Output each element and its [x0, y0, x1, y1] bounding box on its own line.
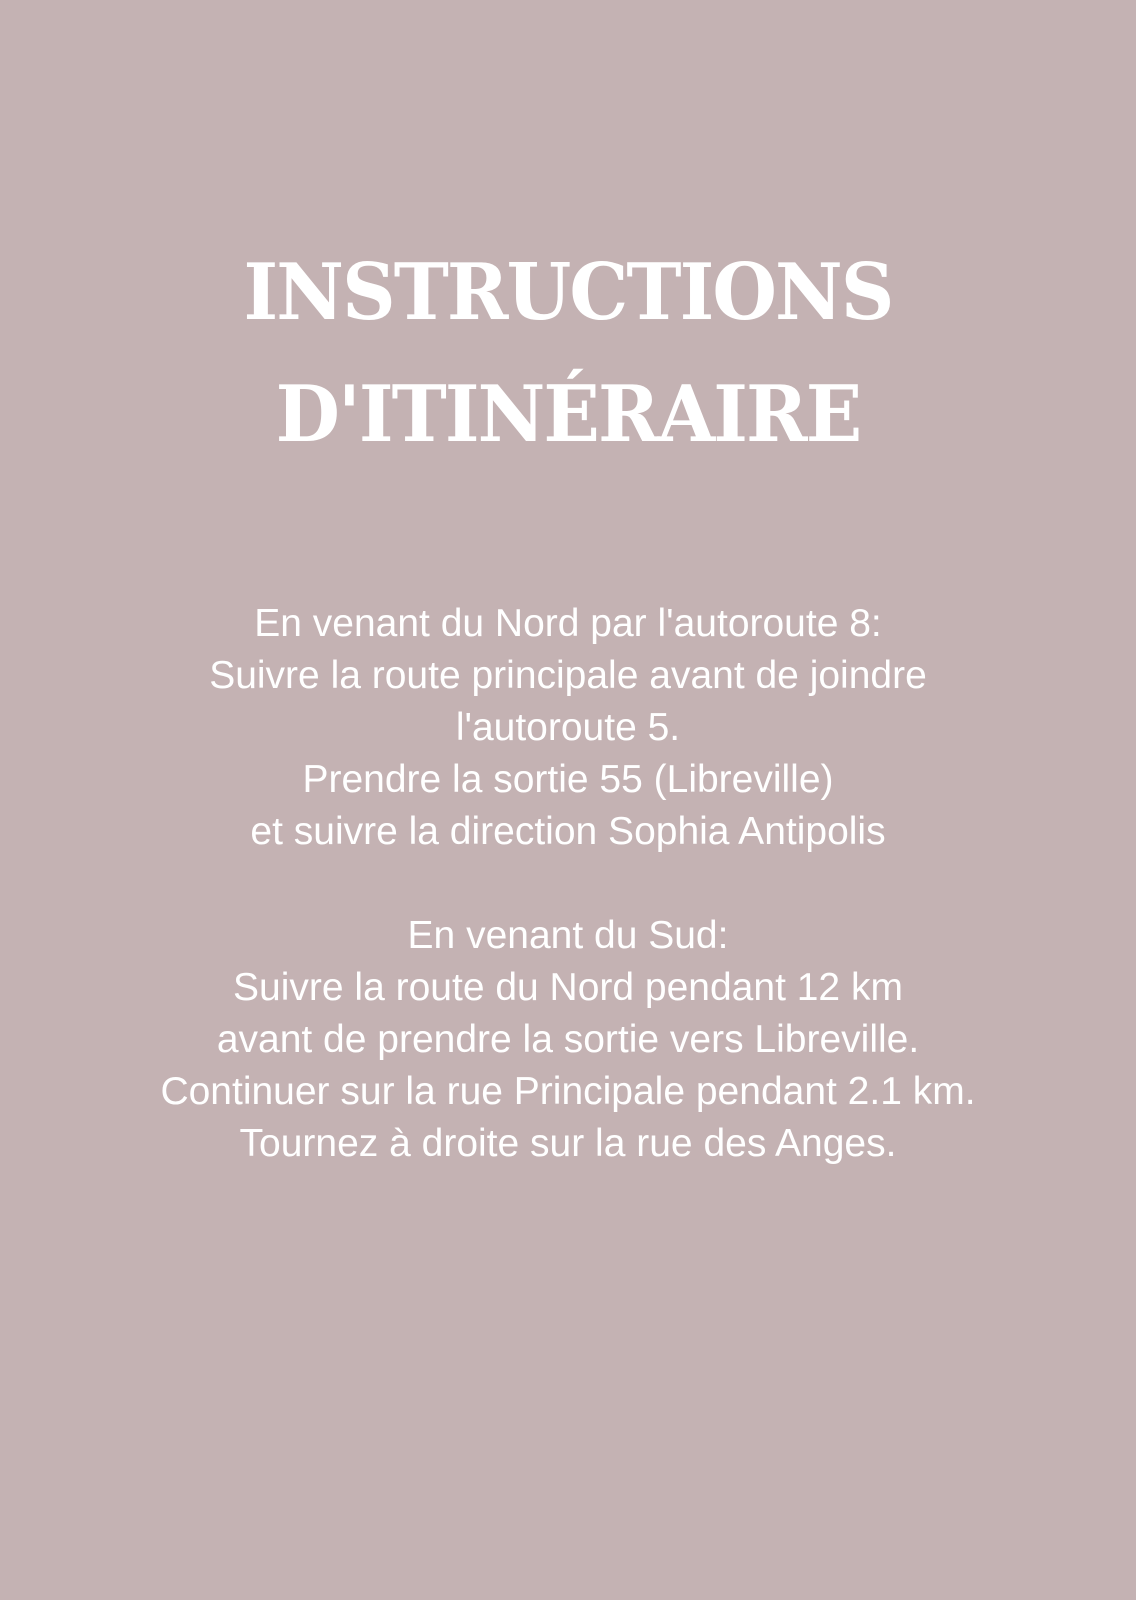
north-line: Suivre la route principale avant de joindre: [209, 654, 927, 697]
south-line: Continuer sur la rue Principale pendant 2.1 km.: [160, 1070, 976, 1113]
north-directions: [0, 598, 1136, 858]
north-heading: En venant du Nord par l'autoroute 8:: [254, 602, 882, 645]
north-line: Prendre la sortie 55 (Libreville): [302, 758, 834, 801]
page-title: [28, 232, 1107, 476]
south-line: avant de prendre la sortie vers Libreville.: [216, 1018, 920, 1061]
title-line-1: INSTRUCTIONS: [243, 247, 893, 338]
south-directions: [0, 910, 1136, 1170]
south-line: Suivre la route du Nord pendant 12 km: [233, 966, 903, 1009]
north-line: l'autoroute 5.: [455, 706, 681, 749]
title-line-2: D'ITINÉRAIRE: [275, 369, 861, 460]
north-line: et suivre la direction Sophia Antipolis: [250, 810, 886, 853]
south-heading: En venant du Sud:: [407, 914, 729, 957]
south-line: Tournez à droite sur la rue des Anges.: [239, 1122, 897, 1165]
directions-body: [0, 598, 1136, 1170]
